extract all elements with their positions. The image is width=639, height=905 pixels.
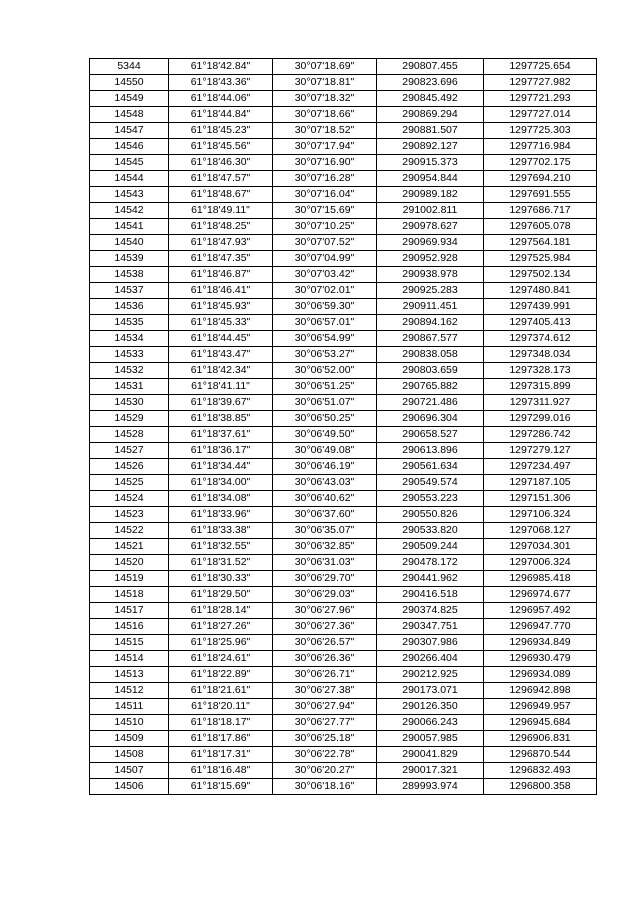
table-row (90, 427, 597, 443)
latitude-cell: 61°18'29.50" (169, 587, 273, 603)
point-id-cell: 14518 (90, 587, 169, 603)
table-row (90, 155, 597, 171)
longitude-cell: 30°07'18.81" (273, 75, 377, 91)
x-coordinate-cell: 290658.527 (377, 427, 484, 443)
x-coordinate-cell: 290173.071 (377, 683, 484, 699)
longitude-cell: 30°07'18.69" (273, 59, 377, 75)
latitude-cell: 61°18'33.38" (169, 523, 273, 539)
latitude-cell: 61°18'16.48" (169, 763, 273, 779)
longitude-cell: 30°06'59.30" (273, 299, 377, 315)
table-row (90, 235, 597, 251)
latitude-cell: 61°18'44.45" (169, 331, 273, 347)
y-coordinate-cell: 1296957.492 (484, 603, 597, 619)
x-coordinate-cell: 290915.373 (377, 155, 484, 171)
y-coordinate-cell: 1297439.991 (484, 299, 597, 315)
point-id-cell: 14531 (90, 379, 169, 395)
x-coordinate-cell: 290807.455 (377, 59, 484, 75)
x-coordinate-cell: 290212.925 (377, 667, 484, 683)
point-id-cell: 14540 (90, 235, 169, 251)
point-id-cell: 14512 (90, 683, 169, 699)
y-coordinate-cell: 1296974.677 (484, 587, 597, 603)
longitude-cell: 30°06'57.01" (273, 315, 377, 331)
longitude-cell: 30°07'18.66" (273, 107, 377, 123)
point-id-cell: 14546 (90, 139, 169, 155)
latitude-cell: 61°18'15.69" (169, 779, 273, 795)
point-id-cell: 14513 (90, 667, 169, 683)
point-id-cell: 14524 (90, 491, 169, 507)
point-id-cell: 14510 (90, 715, 169, 731)
latitude-cell: 61°18'43.36" (169, 75, 273, 91)
table-row (90, 571, 597, 587)
point-id-cell: 14525 (90, 475, 169, 491)
x-coordinate-cell: 290057.985 (377, 731, 484, 747)
point-id-cell: 14517 (90, 603, 169, 619)
x-coordinate-cell: 290721.486 (377, 395, 484, 411)
longitude-cell: 30°07'04.99" (273, 251, 377, 267)
latitude-cell: 61°18'37.61" (169, 427, 273, 443)
x-coordinate-cell: 290374.825 (377, 603, 484, 619)
table-row (90, 267, 597, 283)
point-id-cell: 14530 (90, 395, 169, 411)
point-id-cell: 14507 (90, 763, 169, 779)
point-id-cell: 14532 (90, 363, 169, 379)
x-coordinate-cell: 290613.896 (377, 443, 484, 459)
coordinates-table (89, 58, 597, 795)
x-coordinate-cell: 290838.058 (377, 347, 484, 363)
table-row (90, 715, 597, 731)
y-coordinate-cell: 1296800.358 (484, 779, 597, 795)
y-coordinate-cell: 1297151.306 (484, 491, 597, 507)
x-coordinate-cell: 290549.574 (377, 475, 484, 491)
x-coordinate-cell: 290938.978 (377, 267, 484, 283)
latitude-cell: 61°18'46.87" (169, 267, 273, 283)
longitude-cell: 30°06'27.77" (273, 715, 377, 731)
latitude-cell: 61°18'44.06" (169, 91, 273, 107)
x-coordinate-cell: 290892.127 (377, 139, 484, 155)
longitude-cell: 30°06'51.25" (273, 379, 377, 395)
y-coordinate-cell: 1297187.105 (484, 475, 597, 491)
point-id-cell: 14534 (90, 331, 169, 347)
longitude-cell: 30°06'22.78" (273, 747, 377, 763)
table-row (90, 315, 597, 331)
table-row (90, 59, 597, 75)
table-row (90, 139, 597, 155)
point-id-cell: 14537 (90, 283, 169, 299)
latitude-cell: 61°18'27.26" (169, 619, 273, 635)
table-row (90, 395, 597, 411)
y-coordinate-cell: 1297721.293 (484, 91, 597, 107)
longitude-cell: 30°06'50.25" (273, 411, 377, 427)
y-coordinate-cell: 1297480.841 (484, 283, 597, 299)
x-coordinate-cell: 290478.172 (377, 555, 484, 571)
latitude-cell: 61°18'46.30" (169, 155, 273, 171)
table-row (90, 171, 597, 187)
x-coordinate-cell: 291002.811 (377, 203, 484, 219)
point-id-cell: 14535 (90, 315, 169, 331)
latitude-cell: 61°18'38.85" (169, 411, 273, 427)
y-coordinate-cell: 1296934.849 (484, 635, 597, 651)
x-coordinate-cell: 290765.882 (377, 379, 484, 395)
x-coordinate-cell: 290989.182 (377, 187, 484, 203)
latitude-cell: 61°18'36.17" (169, 443, 273, 459)
y-coordinate-cell: 1297299.016 (484, 411, 597, 427)
latitude-cell: 61°18'44.84" (169, 107, 273, 123)
latitude-cell: 61°18'47.57" (169, 171, 273, 187)
latitude-cell: 61°18'42.84" (169, 59, 273, 75)
x-coordinate-cell: 290954.844 (377, 171, 484, 187)
y-coordinate-cell: 1297374.612 (484, 331, 597, 347)
y-coordinate-cell: 1296832.493 (484, 763, 597, 779)
table-row (90, 507, 597, 523)
x-coordinate-cell: 290894.162 (377, 315, 484, 331)
x-coordinate-cell: 290867.577 (377, 331, 484, 347)
x-coordinate-cell: 290307.986 (377, 635, 484, 651)
x-coordinate-cell: 290533.820 (377, 523, 484, 539)
longitude-cell: 30°07'17.94" (273, 139, 377, 155)
y-coordinate-cell: 1296942.898 (484, 683, 597, 699)
latitude-cell: 61°18'28.14" (169, 603, 273, 619)
longitude-cell: 30°07'10.25" (273, 219, 377, 235)
x-coordinate-cell: 290550.826 (377, 507, 484, 523)
longitude-cell: 30°07'16.90" (273, 155, 377, 171)
x-coordinate-cell: 290347.751 (377, 619, 484, 635)
y-coordinate-cell: 1297328.173 (484, 363, 597, 379)
latitude-cell: 61°18'33.96" (169, 507, 273, 523)
x-coordinate-cell: 290266.404 (377, 651, 484, 667)
table-row (90, 283, 597, 299)
y-coordinate-cell: 1296947.770 (484, 619, 597, 635)
table-row (90, 731, 597, 747)
y-coordinate-cell: 1297311.927 (484, 395, 597, 411)
x-coordinate-cell: 290416.518 (377, 587, 484, 603)
latitude-cell: 61°18'49.11" (169, 203, 273, 219)
table-row (90, 683, 597, 699)
table-row (90, 523, 597, 539)
latitude-cell: 61°18'47.93" (169, 235, 273, 251)
x-coordinate-cell: 290509.244 (377, 539, 484, 555)
table-row (90, 587, 597, 603)
longitude-cell: 30°06'40.62" (273, 491, 377, 507)
y-coordinate-cell: 1297564.181 (484, 235, 597, 251)
y-coordinate-cell: 1296945.684 (484, 715, 597, 731)
y-coordinate-cell: 1296930.479 (484, 651, 597, 667)
longitude-cell: 30°06'43.03" (273, 475, 377, 491)
x-coordinate-cell: 290823.696 (377, 75, 484, 91)
y-coordinate-cell: 1297686.717 (484, 203, 597, 219)
y-coordinate-cell: 1297234.497 (484, 459, 597, 475)
x-coordinate-cell: 290041.829 (377, 747, 484, 763)
latitude-cell: 61°18'34.08" (169, 491, 273, 507)
y-coordinate-cell: 1297279.127 (484, 443, 597, 459)
table-row (90, 91, 597, 107)
table-row (90, 299, 597, 315)
point-id-cell: 14526 (90, 459, 169, 475)
table-row (90, 187, 597, 203)
point-id-cell: 14550 (90, 75, 169, 91)
longitude-cell: 30°06'27.38" (273, 683, 377, 699)
latitude-cell: 61°18'45.33" (169, 315, 273, 331)
table-row (90, 411, 597, 427)
latitude-cell: 61°18'21.61" (169, 683, 273, 699)
longitude-cell: 30°07'03.42" (273, 267, 377, 283)
point-id-cell: 14543 (90, 187, 169, 203)
latitude-cell: 61°18'20.11" (169, 699, 273, 715)
point-id-cell: 14521 (90, 539, 169, 555)
table-row (90, 747, 597, 763)
point-id-cell: 14538 (90, 267, 169, 283)
y-coordinate-cell: 1297725.654 (484, 59, 597, 75)
table-row (90, 555, 597, 571)
y-coordinate-cell: 1297348.034 (484, 347, 597, 363)
point-id-cell: 14541 (90, 219, 169, 235)
point-id-cell: 14520 (90, 555, 169, 571)
y-coordinate-cell: 1297727.014 (484, 107, 597, 123)
longitude-cell: 30°07'18.32" (273, 91, 377, 107)
table-row (90, 603, 597, 619)
y-coordinate-cell: 1296985.418 (484, 571, 597, 587)
table-row (90, 363, 597, 379)
y-coordinate-cell: 1296906.831 (484, 731, 597, 747)
latitude-cell: 61°18'46.41" (169, 283, 273, 299)
table-row (90, 475, 597, 491)
point-id-cell: 14515 (90, 635, 169, 651)
latitude-cell: 61°18'39.67" (169, 395, 273, 411)
point-id-cell: 14544 (90, 171, 169, 187)
table-row (90, 539, 597, 555)
longitude-cell: 30°06'20.27" (273, 763, 377, 779)
latitude-cell: 61°18'48.67" (169, 187, 273, 203)
table-row (90, 619, 597, 635)
y-coordinate-cell: 1297315.899 (484, 379, 597, 395)
table-row (90, 219, 597, 235)
point-id-cell: 14527 (90, 443, 169, 459)
longitude-cell: 30°06'35.07" (273, 523, 377, 539)
point-id-cell: 5344 (90, 59, 169, 75)
table-row (90, 667, 597, 683)
y-coordinate-cell: 1296934.089 (484, 667, 597, 683)
point-id-cell: 14529 (90, 411, 169, 427)
latitude-cell: 61°18'24.61" (169, 651, 273, 667)
y-coordinate-cell: 1297106.324 (484, 507, 597, 523)
y-coordinate-cell: 1297006.324 (484, 555, 597, 571)
x-coordinate-cell: 290925.283 (377, 283, 484, 299)
x-coordinate-cell: 290126.350 (377, 699, 484, 715)
longitude-cell: 30°06'27.36" (273, 619, 377, 635)
x-coordinate-cell: 290017.321 (377, 763, 484, 779)
point-id-cell: 14519 (90, 571, 169, 587)
longitude-cell: 30°06'27.94" (273, 699, 377, 715)
longitude-cell: 30°06'27.96" (273, 603, 377, 619)
latitude-cell: 61°18'34.44" (169, 459, 273, 475)
y-coordinate-cell: 1296870.544 (484, 747, 597, 763)
table-row (90, 779, 597, 795)
y-coordinate-cell: 1297502.134 (484, 267, 597, 283)
table-row (90, 379, 597, 395)
longitude-cell: 30°07'16.28" (273, 171, 377, 187)
longitude-cell: 30°06'32.85" (273, 539, 377, 555)
y-coordinate-cell: 1297702.175 (484, 155, 597, 171)
coordinates-table-body (90, 59, 597, 795)
longitude-cell: 30°06'54.99" (273, 331, 377, 347)
y-coordinate-cell: 1297034.301 (484, 539, 597, 555)
table-row (90, 123, 597, 139)
point-id-cell: 14522 (90, 523, 169, 539)
x-coordinate-cell: 289993.974 (377, 779, 484, 795)
latitude-cell: 61°18'41.11" (169, 379, 273, 395)
y-coordinate-cell: 1296949.957 (484, 699, 597, 715)
point-id-cell: 14549 (90, 91, 169, 107)
x-coordinate-cell: 290845.492 (377, 91, 484, 107)
y-coordinate-cell: 1297716.984 (484, 139, 597, 155)
longitude-cell: 30°06'49.08" (273, 443, 377, 459)
latitude-cell: 61°18'47.35" (169, 251, 273, 267)
y-coordinate-cell: 1297068.127 (484, 523, 597, 539)
point-id-cell: 14528 (90, 427, 169, 443)
y-coordinate-cell: 1297525.984 (484, 251, 597, 267)
longitude-cell: 30°06'26.36" (273, 651, 377, 667)
x-coordinate-cell: 290696.304 (377, 411, 484, 427)
point-id-cell: 14548 (90, 107, 169, 123)
x-coordinate-cell: 290952.928 (377, 251, 484, 267)
x-coordinate-cell: 290066.243 (377, 715, 484, 731)
longitude-cell: 30°06'51.07" (273, 395, 377, 411)
longitude-cell: 30°06'26.57" (273, 635, 377, 651)
longitude-cell: 30°06'29.03" (273, 587, 377, 603)
longitude-cell: 30°07'07.52" (273, 235, 377, 251)
latitude-cell: 61°18'17.31" (169, 747, 273, 763)
point-id-cell: 14509 (90, 731, 169, 747)
table-row (90, 443, 597, 459)
longitude-cell: 30°06'31.03" (273, 555, 377, 571)
longitude-cell: 30°06'25.18" (273, 731, 377, 747)
point-id-cell: 14536 (90, 299, 169, 315)
point-id-cell: 14545 (90, 155, 169, 171)
table-row (90, 459, 597, 475)
point-id-cell: 14547 (90, 123, 169, 139)
y-coordinate-cell: 1297405.413 (484, 315, 597, 331)
latitude-cell: 61°18'18.17" (169, 715, 273, 731)
point-id-cell: 14516 (90, 619, 169, 635)
longitude-cell: 30°07'15.69" (273, 203, 377, 219)
latitude-cell: 61°18'25.96" (169, 635, 273, 651)
point-id-cell: 14508 (90, 747, 169, 763)
y-coordinate-cell: 1297691.555 (484, 187, 597, 203)
y-coordinate-cell: 1297286.742 (484, 427, 597, 443)
table-row (90, 203, 597, 219)
x-coordinate-cell: 290441.962 (377, 571, 484, 587)
latitude-cell: 61°18'45.23" (169, 123, 273, 139)
table-row (90, 491, 597, 507)
latitude-cell: 61°18'17.86" (169, 731, 273, 747)
y-coordinate-cell: 1297605.078 (484, 219, 597, 235)
latitude-cell: 61°18'31.52" (169, 555, 273, 571)
x-coordinate-cell: 290881.507 (377, 123, 484, 139)
latitude-cell: 61°18'32.55" (169, 539, 273, 555)
longitude-cell: 30°07'16.04" (273, 187, 377, 203)
point-id-cell: 14511 (90, 699, 169, 715)
point-id-cell: 14523 (90, 507, 169, 523)
longitude-cell: 30°06'46.19" (273, 459, 377, 475)
y-coordinate-cell: 1297694.210 (484, 171, 597, 187)
longitude-cell: 30°06'29.70" (273, 571, 377, 587)
point-id-cell: 14539 (90, 251, 169, 267)
longitude-cell: 30°06'26.71" (273, 667, 377, 683)
table-row (90, 651, 597, 667)
longitude-cell: 30°06'52.00" (273, 363, 377, 379)
x-coordinate-cell: 290911.451 (377, 299, 484, 315)
latitude-cell: 61°18'34.00" (169, 475, 273, 491)
longitude-cell: 30°06'37.60" (273, 507, 377, 523)
table-row (90, 699, 597, 715)
point-id-cell: 14506 (90, 779, 169, 795)
latitude-cell: 61°18'43.47" (169, 347, 273, 363)
latitude-cell: 61°18'45.93" (169, 299, 273, 315)
longitude-cell: 30°06'18.16" (273, 779, 377, 795)
x-coordinate-cell: 290869.294 (377, 107, 484, 123)
x-coordinate-cell: 290978.627 (377, 219, 484, 235)
longitude-cell: 30°06'49.50" (273, 427, 377, 443)
longitude-cell: 30°07'18.52" (273, 123, 377, 139)
table-row (90, 251, 597, 267)
point-id-cell: 14533 (90, 347, 169, 363)
table-row (90, 635, 597, 651)
y-coordinate-cell: 1297727.982 (484, 75, 597, 91)
latitude-cell: 61°18'48.25" (169, 219, 273, 235)
x-coordinate-cell: 290803.659 (377, 363, 484, 379)
x-coordinate-cell: 290561.634 (377, 459, 484, 475)
x-coordinate-cell: 290553.223 (377, 491, 484, 507)
table-row (90, 763, 597, 779)
longitude-cell: 30°06'53.27" (273, 347, 377, 363)
longitude-cell: 30°07'02.01" (273, 283, 377, 299)
latitude-cell: 61°18'45.56" (169, 139, 273, 155)
latitude-cell: 61°18'42.34" (169, 363, 273, 379)
table-row (90, 75, 597, 91)
latitude-cell: 61°18'30.33" (169, 571, 273, 587)
table-row (90, 347, 597, 363)
y-coordinate-cell: 1297725.303 (484, 123, 597, 139)
table-row (90, 107, 597, 123)
point-id-cell: 14514 (90, 651, 169, 667)
x-coordinate-cell: 290969.934 (377, 235, 484, 251)
point-id-cell: 14542 (90, 203, 169, 219)
table-row (90, 331, 597, 347)
latitude-cell: 61°18'22.89" (169, 667, 273, 683)
